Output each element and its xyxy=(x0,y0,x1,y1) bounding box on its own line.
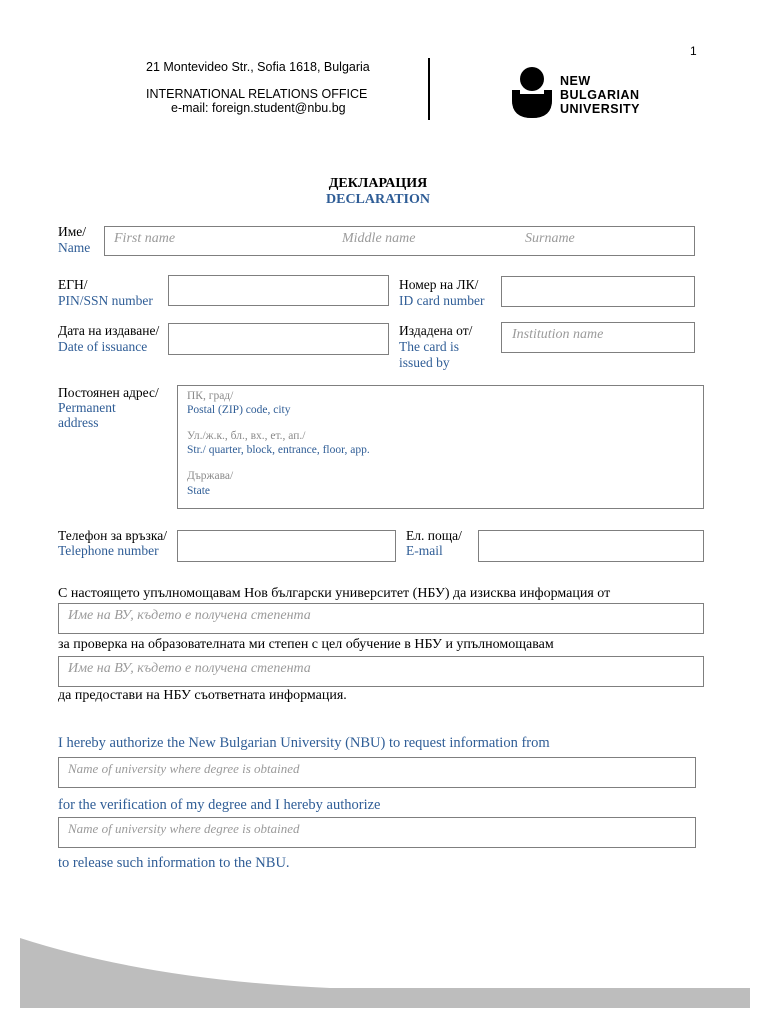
header-address: 21 Montevideo Str., Sofia 1618, Bulgaria xyxy=(146,60,370,74)
issue-date-field[interactable] xyxy=(168,323,389,355)
postal-label-en: Postal (ZIP) code, city xyxy=(187,404,291,416)
issued-by-label-en-1: The card is xyxy=(399,339,459,354)
issued-by-label-bg: Издадена от/ xyxy=(399,323,473,338)
header-email: e-mail: foreign.student@nbu.bg xyxy=(171,101,346,115)
university-name-field-en-2[interactable] xyxy=(58,817,696,848)
university-name-placeholder-bg-2: Име на ВУ, където е получена степента xyxy=(68,661,311,676)
page-number: 1 xyxy=(690,44,697,58)
pin-label-en: PIN/SSN number xyxy=(58,293,153,308)
university-name-placeholder-en-2: Name of university where degree is obtained xyxy=(68,821,300,836)
name-field[interactable] xyxy=(104,226,695,256)
authorization-en-line-2: for the verification of my degree and I hereby authorize xyxy=(58,797,381,813)
address-label-en-2: address xyxy=(58,415,99,430)
phone-label-en: Telephone number xyxy=(58,543,159,558)
id-card-label-en: ID card number xyxy=(399,293,485,308)
middle-name-placeholder: Middle name xyxy=(342,231,416,246)
logo-text-bulgarian: BULGARIAN xyxy=(560,88,640,102)
surname-placeholder: Surname xyxy=(525,231,575,246)
nbu-logo-mark-icon xyxy=(510,66,554,120)
id-card-field[interactable] xyxy=(501,276,695,307)
title-en: DECLARATION xyxy=(326,192,430,207)
id-card-label-bg: Номер на ЛК/ xyxy=(399,277,479,292)
address-label-bg: Постоянен адрес/ xyxy=(58,385,159,400)
institution-placeholder: Institution name xyxy=(512,327,604,342)
authorization-bg-line-3: да предостави на НБУ съответната информация. xyxy=(58,688,347,703)
nbu-logo xyxy=(510,66,655,120)
name-label-bg: Име/ xyxy=(58,224,87,239)
authorization-bg-line-2: за проверка на образователната ми степен с цел обучение в НБУ и упълномощавам xyxy=(58,637,554,652)
state-label-en: State xyxy=(187,485,210,497)
email-label-en: E-mail xyxy=(406,543,443,558)
email-label-bg: Ел. поща/ xyxy=(406,528,462,543)
title-bg: ДЕКЛАРАЦИЯ xyxy=(328,176,428,191)
university-name-field-bg-2[interactable] xyxy=(58,656,704,687)
university-name-field-bg-1[interactable] xyxy=(58,603,704,634)
name-label-en: Name xyxy=(58,240,91,255)
state-label-bg: Държава/ xyxy=(187,470,234,482)
phone-field[interactable] xyxy=(177,530,396,562)
header-office: INTERNATIONAL RELATIONS OFFICE xyxy=(146,87,368,101)
street-label-en: Str./ quarter, block, entrance, floor, app. xyxy=(187,444,370,456)
logo-text-new: NEW xyxy=(560,74,591,88)
phone-label-bg: Телефон за връзка/ xyxy=(58,528,167,543)
footer-swoosh-decoration xyxy=(0,930,768,1024)
authorization-en-line-3: to release such information to the NBU. xyxy=(58,855,290,871)
pin-label-bg: ЕГН/ xyxy=(58,277,88,292)
issue-date-label-en: Date of issuance xyxy=(58,339,148,354)
email-field[interactable] xyxy=(478,530,704,562)
university-name-field-en-1[interactable] xyxy=(58,757,696,788)
issued-by-label-en-2: issued by xyxy=(399,355,450,370)
address-field[interactable] xyxy=(177,385,704,509)
street-label-bg: Ул./ж.к., бл., вх., ет., ап./ xyxy=(187,430,306,442)
postal-label-bg: ПК, град/ xyxy=(187,390,234,402)
authorization-bg-line-1: С настоящето упълномощавам Нов български университет (НБУ) да изисква информация от xyxy=(58,586,611,601)
header-divider xyxy=(428,58,430,120)
issued-by-field[interactable] xyxy=(501,322,695,353)
university-name-placeholder-bg-1: Име на ВУ, където е получена степента xyxy=(68,608,311,623)
authorization-en-line-1: I hereby authorize the New Bulgarian University (NBU) to request information from xyxy=(58,735,550,751)
address-label-en-1: Permanent xyxy=(58,400,116,415)
issue-date-label-bg: Дата на издаване/ xyxy=(58,323,160,338)
university-name-placeholder-en-1: Name of university where degree is obtained xyxy=(68,761,300,776)
logo-text-university: UNIVERSITY xyxy=(560,102,641,116)
first-name-placeholder: First name xyxy=(114,231,176,246)
pin-field[interactable] xyxy=(168,275,389,306)
